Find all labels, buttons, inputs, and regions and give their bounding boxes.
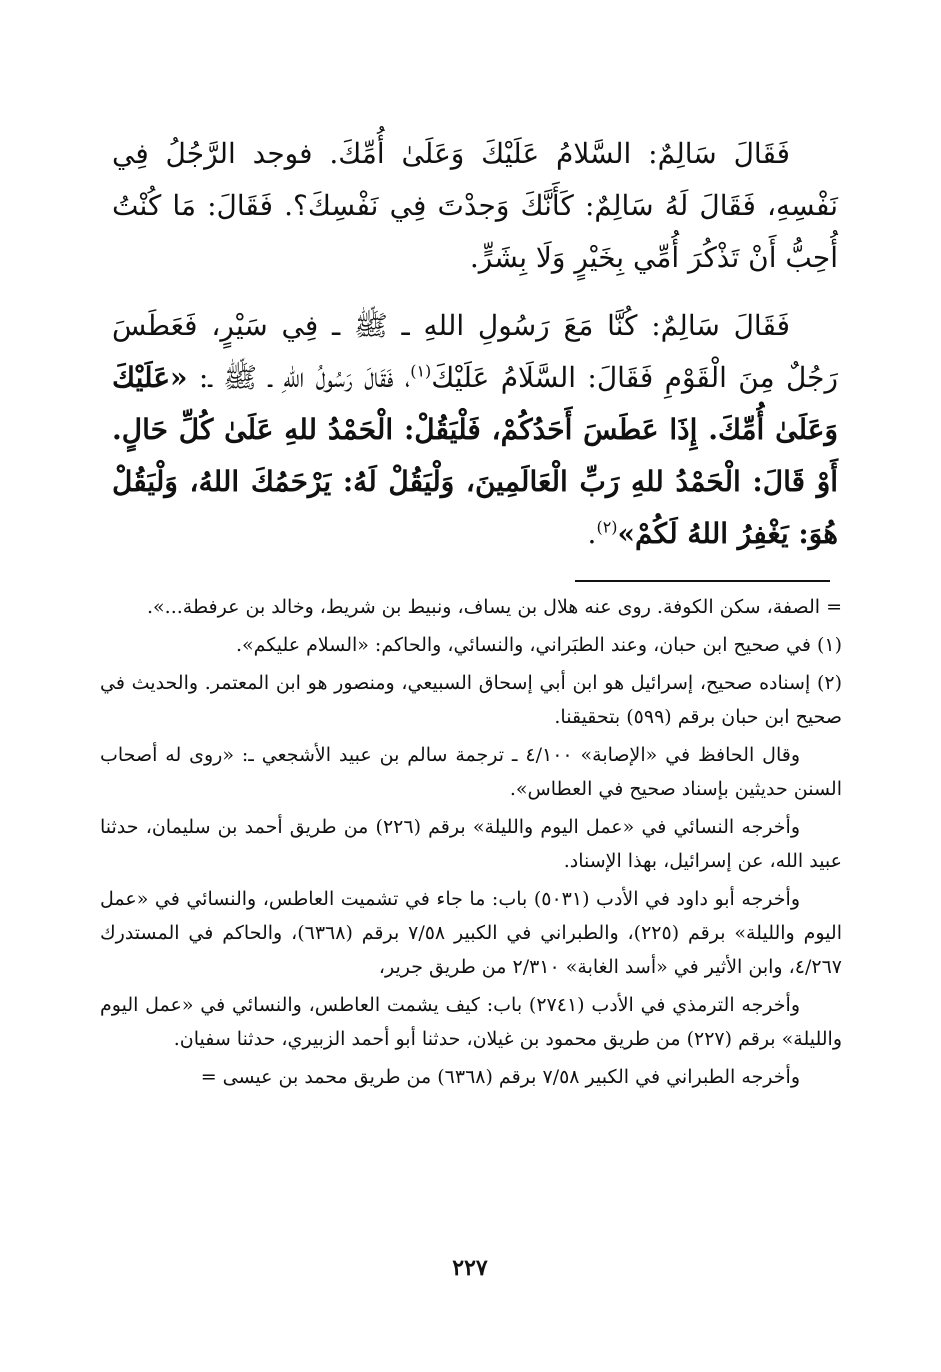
footnote-2: (٢) إسناده صحيح، إسرائيل هو ابن أبي إسحاق السبيعي، ومنصور هو ابن المعتمر. والحديث في صحيح ابن حبان برقم (٥٩٩) بتحقيقنا.	[100, 672, 842, 728]
footnote-separator	[575, 580, 830, 582]
paragraph-2-middle: ، فَقَالَ رَسُولُ اللهِ ـ ﷺ ـ:	[187, 361, 411, 394]
footnotes-block	[100, 590, 842, 1098]
footnote-ref-2: (٢)	[596, 517, 618, 537]
page-number: ٢٢٧	[452, 1255, 488, 1281]
footnote-2-paragraph-6: وأخرجه الطبراني في الكبير ٧/٥٨ برقم (٦٣٦٨) من طريق محمد بن عيسى =	[200, 1066, 800, 1088]
footnote-2-paragraph-3: وأخرجه النسائي في «عمل اليوم والليلة» برقم (٢٢٦) من طريق أحمد بن سليمان، حدثنا عبيد الله، عن إسرائيل، بهذا الإسناد.	[100, 816, 842, 872]
paragraph-2-intro: فَقَالَ سَالِمٌ: كُنَّا مَعَ رَسُولِ اللهِ ـ ﷺ ـ فِي سَيْرٍ، فَعَطَسَ رَجُلٌ مِنَ الْقَوْمِ فَقَالَ: السَّلَامُ عَلَيْكَ	[112, 309, 838, 394]
footnote-2-paragraph-5: وأخرجه الترمذي في الأدب (٢٧٤١) باب: كيف يشمت العاطس، والنسائي في «عمل اليوم والليلة» برقم (٢٢٧) من طريق محمود بن غيلان، حدثنا أبو أحمد الزبيري، حدثنا سفيان.	[100, 994, 842, 1050]
main-text-block	[112, 128, 838, 576]
footnote-2-paragraph-2: وقال الحافظ في «الإصابة» ٤/١٠٠ ـ ترجمة سالم بن عبيد الأشجعي ـ: «روى له أصحاب السنن حديثين بإسناد صحيح في العطاس».	[100, 744, 842, 800]
main-paragraph-2	[112, 300, 838, 560]
footnote-2-paragraph-4: وأخرجه أبو داود في الأدب (٥٠٣١) باب: ما جاء في تشميت العاطس، والنسائي في «عمل اليوم والليلة» برقم (٢٢٥)، والطبراني في الكبير ٧/٥٨ برقم (٦٣٦٨)، والحاكم في المستدرك ٤/٢٦٧، وابن الأثير في «أسد الغابة» ٢/٣١٠ من طريق جرير،	[100, 888, 842, 978]
paragraph-2-end: .	[587, 517, 597, 550]
main-paragraph-1: فَقَالَ سَالِمٌ: السَّلامُ عَلَيْكَ وَعَلَىٰ أُمِّكَ. فوجد الرَّجُلُ فِي نَفْسِهِ، فَقَالَ لَهُ سَالِمٌ: كَأَنَّكَ وَجدْتَ فِي نَفْسِكَ؟. فَقَالَ: مَا كُنْتُ أُحِبُّ أَنْ تَذْكُرَ أُمِّي بِخَيْرٍ وَلَا بِشَرٍّ.	[112, 137, 838, 274]
footnote-1: (١) في صحيح ابن حبان، وعند الطبَراني، والنسائي، والحاكم: «السلام عليكم».	[235, 634, 842, 656]
footnote-continued: = الصفة، سكن الكوفة. روى عنه هلال بن يساف، ونبيط بن شريط، وخالد بن عرفطة...».	[146, 596, 842, 618]
footnote-ref-1: (١)	[410, 361, 432, 381]
hadith-quote: «عَلَيْكَ وَعَلَىٰ أُمِّكَ. إِذَا عَطَسَ أَحَدُكُمْ، فَلْيَقُلْ: الْحَمْدُ للهِ عَلَىٰ كُلِّ حَالٍ. أَوْ قَالَ: الْحَمْدُ للهِ رَبِّ الْعَالَمِينَ، وَلْيَقُلْ لَهُ: يَرْحَمُكَ اللهُ، وَلْيَقُلْ هُوَ: يَغْفِرُ اللهُ لَكُمْ»	[112, 361, 838, 550]
